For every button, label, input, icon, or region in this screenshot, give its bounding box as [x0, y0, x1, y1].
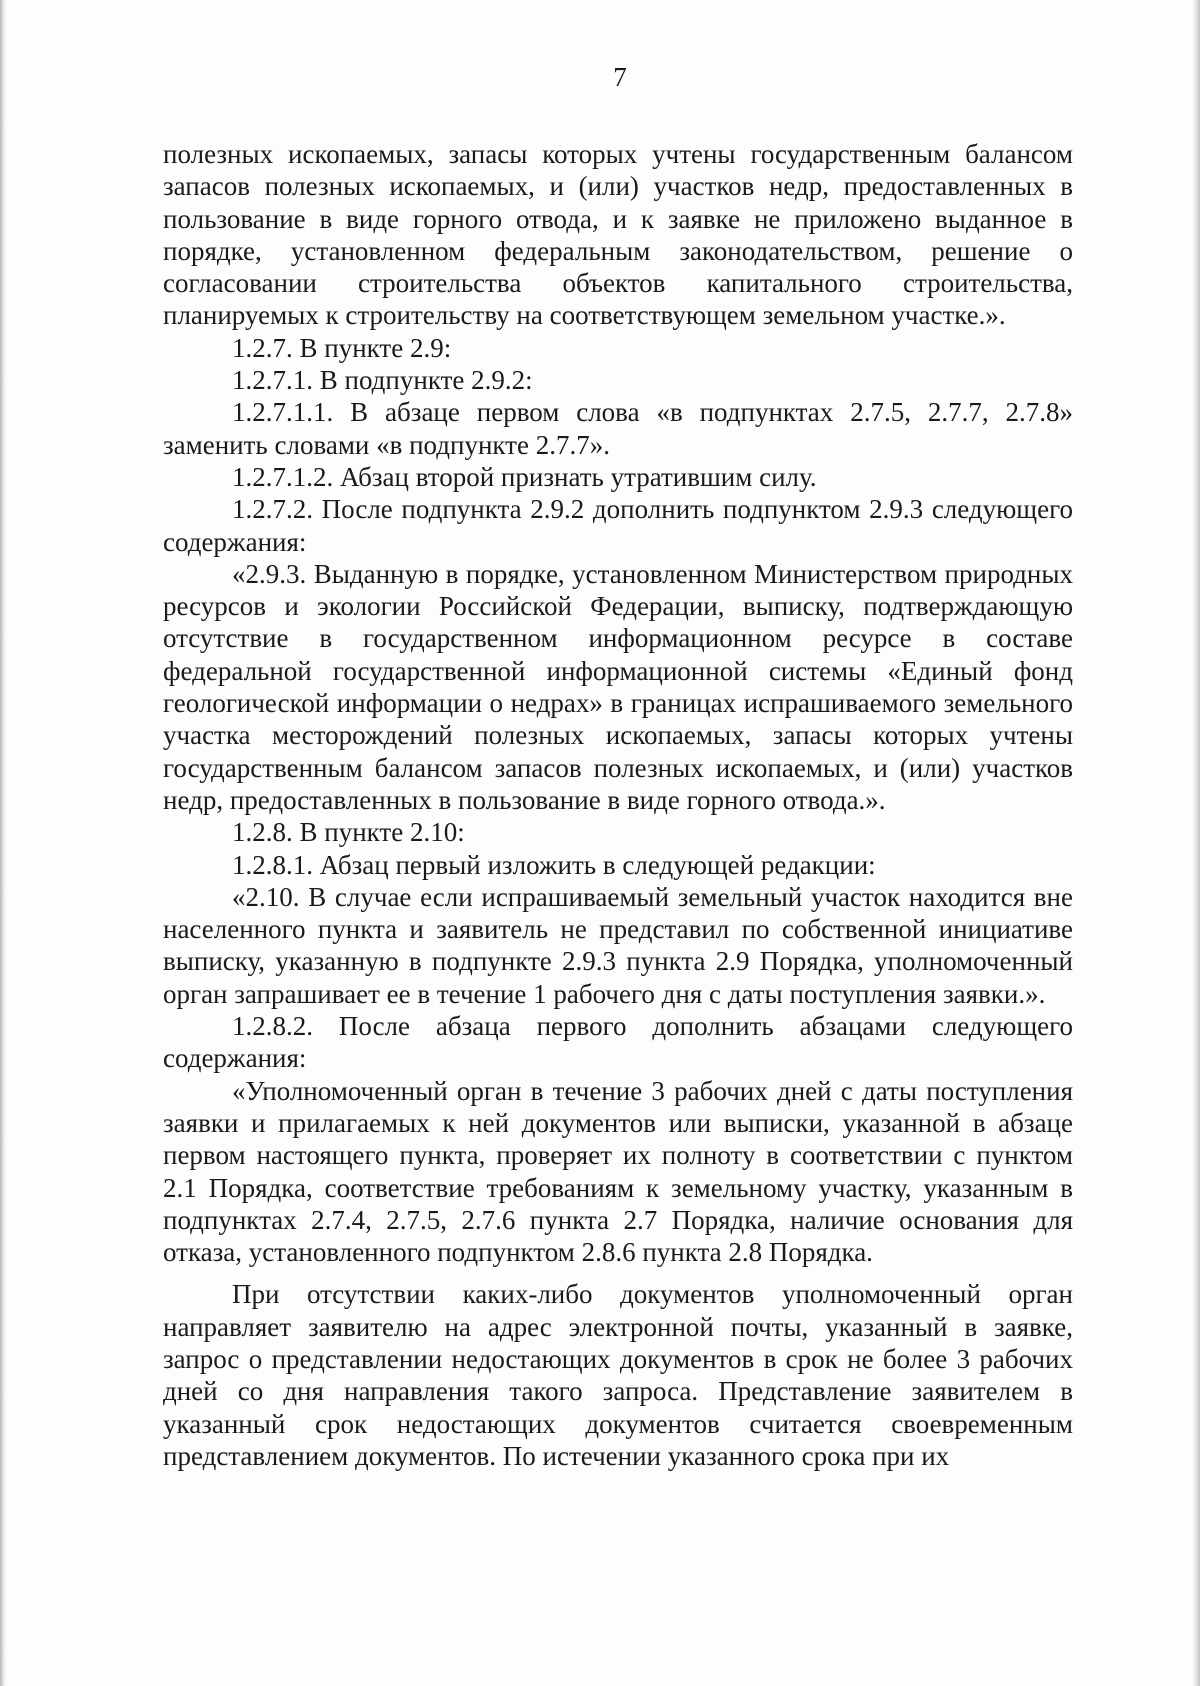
paragraph-2-10: «2.10. В случае если испрашиваемый земельный участок находится вне населенного пункта и заявитель не представил по собственной инициативе выписку, указанную в подпункте 2.9.3 пункта 2.9 Порядка, уполномоченный орган запрашивает ее в течение 1 рабочего дня с даты поступления заявки.». [163, 881, 1073, 1009]
page-number: 7 [613, 62, 627, 92]
paragraph-authorized-body: «Уполномоченный орган в течение 3 рабочих дней с даты поступления заявки и прилагаемых к ней документов или выписки, указанной в абзаце первом настоящего пункта, проверяет их полноту в соответствии с пунктом 2.1 Порядка, соответствие требованиям к земельному участку, указанным в подпунктах 2.7.4, 2.7.5, 2.7.6 пункта 2.7 Порядка, наличие основания для отказа, установленного подпунктом 2.8.6 пункта 2.8 Порядка. [163, 1075, 1073, 1268]
paragraph-1-2-8: 1.2.8. В пункте 2.10: [232, 817, 465, 848]
paragraph-1-2-7-1: 1.2.7.1. В подпункте 2.9.2: [232, 365, 533, 396]
paragraph-1-2-7-1-2: 1.2.7.1.2. Абзац второй признать утратившим силу. [232, 461, 817, 492]
paragraph-continuation: полезных ископаемых, запасы которых учтены государственным балансом запасов полезных ископаемых, и (или) участков недр, предоставленных в пользование в виде горного отвода, и к заявке не приложено выданное в порядке, установленном федеральным законодательством, решение о согласовании строительства объектов капитального строительства, планируемых к строительству на соответствующем земельном участке.». [163, 139, 1073, 331]
paragraph-1-2-7: 1.2.7. В пункте 2.9: [232, 332, 452, 363]
paragraph-1-2-7-2: 1.2.7.2. После подпункта 2.9.2 дополнить подпунктом 2.9.3 следующего содержания: [163, 494, 1073, 557]
paragraph-2-9-3: «2.9.3. Выданную в порядке, установленном Министерством природных ресурсов и экологии Российской Федерации, выписку, подтверждающую отсутствие в государственном информационном ресурсе в составе федеральной государственной информационной системы «Единый фонд геологической информации о недрах» в границах испрашиваемого земельного участка месторождений полезных ископаемых, запасы которых учтены государственным балансом запасов полезных ископаемых, и (или) участков недр, предоставленных в пользование в виде горного отвода.». [163, 558, 1073, 815]
scan-edge-right [1192, 0, 1200, 1686]
paragraph-1-2-8-1: 1.2.8.1. Абзац первый изложить в следующей редакции: [232, 849, 876, 880]
document-body [163, 138, 1073, 1472]
paragraph-missing-documents: При отсутствии каких-либо документов уполномоченный орган направляет заявителю на адрес электронной почты, указанный в заявке, запрос о представлении недостающих документов в срок не более 3 рабочих дней со дня направления такого запроса. Представление заявителем в указанный срок недостающих документов считается своевременным представлением документов. По истечении указанного срока при их [163, 1279, 1073, 1471]
paragraph-1-2-8-2: 1.2.8.2. После абзаца первого дополнить абзацами следующего содержания: [163, 1011, 1073, 1074]
scan-edge-left [0, 0, 6, 1686]
paragraph-1-2-7-1-1: 1.2.7.1.1. В абзаце первом слова «в подпунктах 2.7.5, 2.7.7, 2.7.8» заменить словами «в подпункте 2.7.7». [163, 397, 1073, 460]
